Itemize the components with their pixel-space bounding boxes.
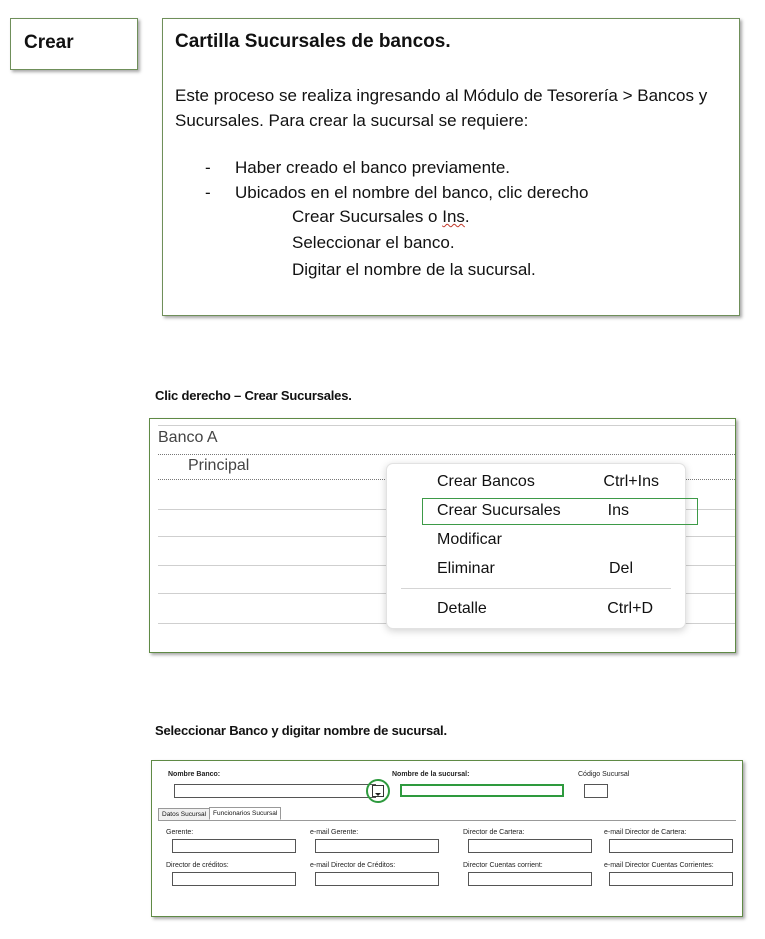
email-director-cuentas-label: e-mail Director Cuentas Corrientes: [604,862,714,869]
menu-item-label: Detalle [437,600,487,617]
director-cartera-label: Director de Cartera: [463,829,525,836]
menu-item-crear-sucursales[interactable] [437,499,659,523]
gerente-input[interactable] [172,839,296,853]
email-director-creditos-label: e-mail Director de Créditos: [310,862,396,869]
director-cuentas-label: Director Cuentas corrient: [463,862,543,869]
menu-item-detalle[interactable] [437,597,659,621]
tree-divider [158,425,735,426]
email-gerente-label: e-mail Gerente: [310,829,359,836]
tree-bank-label: Banco A [158,429,218,446]
director-creditos-label: Director de créditos: [166,862,229,869]
director-cuentas-input[interactable] [468,872,592,886]
email-director-cartera-input[interactable] [609,839,733,853]
bullet-dash: - [205,158,211,177]
nombre-sucursal-input[interactable] [400,784,564,797]
email-gerente-input[interactable] [315,839,439,853]
branch-form-screenshot [151,760,743,917]
bullet-dash: - [205,183,211,202]
nombre-banco-label: Nombre Banco: [168,771,221,778]
sub-step: Digitar el nombre de la sucursal. [292,260,536,279]
tree-branch-label: Principal [188,457,250,474]
bullet-text: Ubicados en el nombre del banco, clic derecho [235,183,589,202]
director-creditos-input[interactable] [172,872,296,886]
bullet-text: Haber creado el banco previamente. [235,158,510,177]
sub-step-suffix: . [464,207,470,226]
menu-item-label: Crear Sucursales [437,502,561,519]
menu-item-label: Modificar [437,531,502,548]
gerente-label: Gerente: [166,829,194,836]
card-intro: Este proceso se realiza ingresando al Módulo de Tesorería > Bancos y Sucursales. Para crear la sucursal se requiere: [175,86,708,130]
sub-step [292,207,470,227]
tab-datos-sucursal[interactable]: Datos Sucursal [158,808,210,821]
email-director-creditos-input[interactable] [315,872,439,886]
menu-item-label: Eliminar [437,560,495,577]
menu-item-label: Crear Bancos [437,473,535,490]
nombre-banco-select[interactable] [174,784,376,798]
menu-item-shortcut: Ins [607,502,629,519]
caption-form: Seleccionar Banco y digitar nombre de sucursal. [155,723,447,738]
sub-step-text: Crear Sucursales o [292,207,443,226]
email-director-cuentas-input[interactable] [609,872,733,886]
codigo-sucursal-label: Código Sucursal [578,771,630,778]
director-cartera-input[interactable] [468,839,592,853]
email-director-cartera-label: e-mail Director de Cartera: [604,829,687,836]
nombre-sucursal-label: Nombre de la sucursal: [392,771,470,778]
chevron-down-icon[interactable] [372,785,384,797]
tab-funcionarios-sucursal[interactable]: Funcionarios Sucursal [209,807,281,820]
chevron-down-icon-glyph [373,789,383,799]
ins-word: Ins [442,207,465,226]
menu-item-crear-bancos[interactable] [437,470,659,494]
context-menu [386,463,686,629]
section-tag-label: Crear [24,32,74,53]
menu-item-shortcut: Ctrl+Ins [603,473,659,490]
section-tag [10,18,138,70]
sub-step: Seleccionar el banco. [292,233,455,252]
instruction-card [162,18,740,316]
caption-context-menu: Clic derecho – Crear Sucursales. [155,388,352,403]
menu-separator [401,588,671,589]
menu-item-shortcut: Del [608,560,633,577]
menu-item-eliminar[interactable] [437,557,659,581]
codigo-sucursal-input[interactable] [584,784,608,798]
menu-item-shortcut: Ctrl+D [607,600,653,617]
card-title: Cartilla Sucursales de bancos. [175,31,451,52]
tree-bank[interactable] [158,429,735,447]
menu-item-modificar[interactable] [437,528,659,552]
context-menu-screenshot [149,418,736,653]
